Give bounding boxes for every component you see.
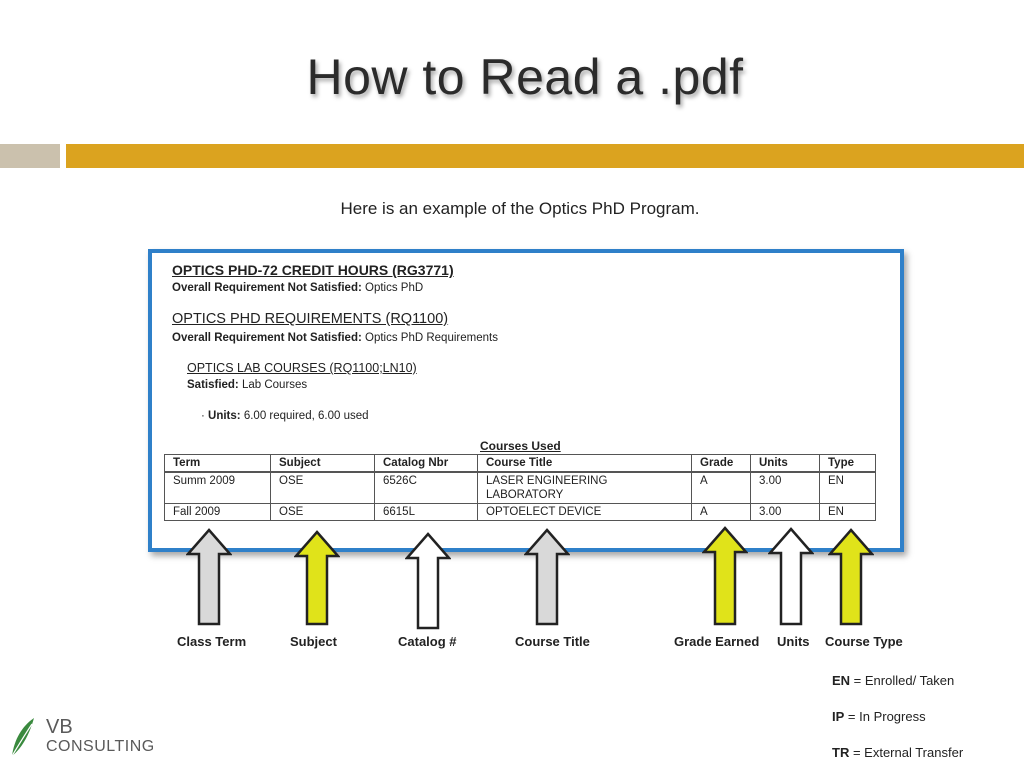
label-subject: Subject (290, 634, 337, 649)
requirement-title: OPTICS LAB COURSES (RQ1100;LN10) (187, 361, 417, 375)
status-label: Overall Requirement Not Satisfied: (172, 332, 362, 344)
units-value: 6.00 required, 6.00 used (243, 410, 369, 422)
courses-caption: Courses Used (480, 439, 561, 453)
label-class-term: Class Term (177, 634, 247, 649)
transcript-example (148, 249, 904, 552)
leaf-icon (8, 716, 38, 758)
legend-code: IP (832, 709, 845, 724)
up-arrow-icon (186, 528, 232, 628)
legend-code: EN (832, 673, 851, 688)
label-units: Units (777, 634, 810, 649)
status-value: Lab Courses (241, 379, 308, 391)
slide-title: How to Read a .pdf (306, 49, 744, 105)
legend-in-progress: IP = In Progress (832, 709, 926, 724)
up-arrow-icon (524, 528, 570, 628)
label-catalog: Catalog # (398, 634, 457, 649)
table-row: Fall 2009 OSE 6615L OPTOELECT DEVICE A 3.00 EN (165, 504, 876, 521)
label-course-type: Course Type (825, 634, 903, 649)
up-arrow-icon (405, 532, 451, 630)
up-arrow-icon (294, 530, 340, 628)
up-arrow-icon (702, 526, 748, 628)
requirement-title: OPTICS PHD REQUIREMENTS (RQ1100) (172, 311, 449, 327)
status-label: Satisfied: (187, 379, 239, 391)
courses-table (164, 454, 876, 521)
logo-vb: VB (46, 716, 73, 738)
vb-consulting-logo (8, 716, 155, 763)
column-header: Units (751, 455, 820, 473)
column-header: Course Title (478, 455, 692, 473)
accent-bar-right (66, 144, 1024, 168)
label-grade-earned: Grade Earned (674, 634, 760, 649)
column-header: Type (820, 455, 876, 473)
slide-subtitle: Here is an example of the Optics PhD Program. (340, 199, 700, 218)
units-label: Units: (208, 410, 241, 422)
legend-external-transfer: TR = External Transfer (832, 745, 964, 760)
accent-bar-left (0, 144, 60, 168)
label-course-title: Course Title (515, 634, 590, 649)
status-value: Optics PhD (365, 282, 424, 294)
requirement-title: OPTICS PHD-72 CREDIT HOURS (RG3771) (172, 262, 454, 278)
up-arrow-icon (768, 527, 814, 628)
column-header: Subject (271, 455, 375, 473)
units-summary: · Units: 6.00 required, 6.00 used (201, 410, 369, 422)
column-header: Term (165, 455, 271, 473)
requirement-status (187, 379, 307, 391)
legend-code: TR (832, 745, 850, 760)
status-value: Optics PhD Requirements (365, 332, 498, 344)
logo-consulting: CONSULTING (46, 738, 155, 755)
legend-enrolled: EN = Enrolled/ Taken (832, 673, 955, 688)
status-label: Overall Requirement Not Satisfied: (172, 282, 362, 294)
up-arrow-icon (828, 528, 874, 628)
column-header: Catalog Nbr (375, 455, 478, 473)
table-header-row (165, 455, 876, 473)
requirement-status (172, 332, 498, 344)
column-header: Grade (692, 455, 751, 473)
requirement-status (172, 282, 423, 294)
table-row: Summ 2009 OSE 6526C LASER ENGINEERING LABORATORY A 3.00 EN (165, 472, 876, 504)
